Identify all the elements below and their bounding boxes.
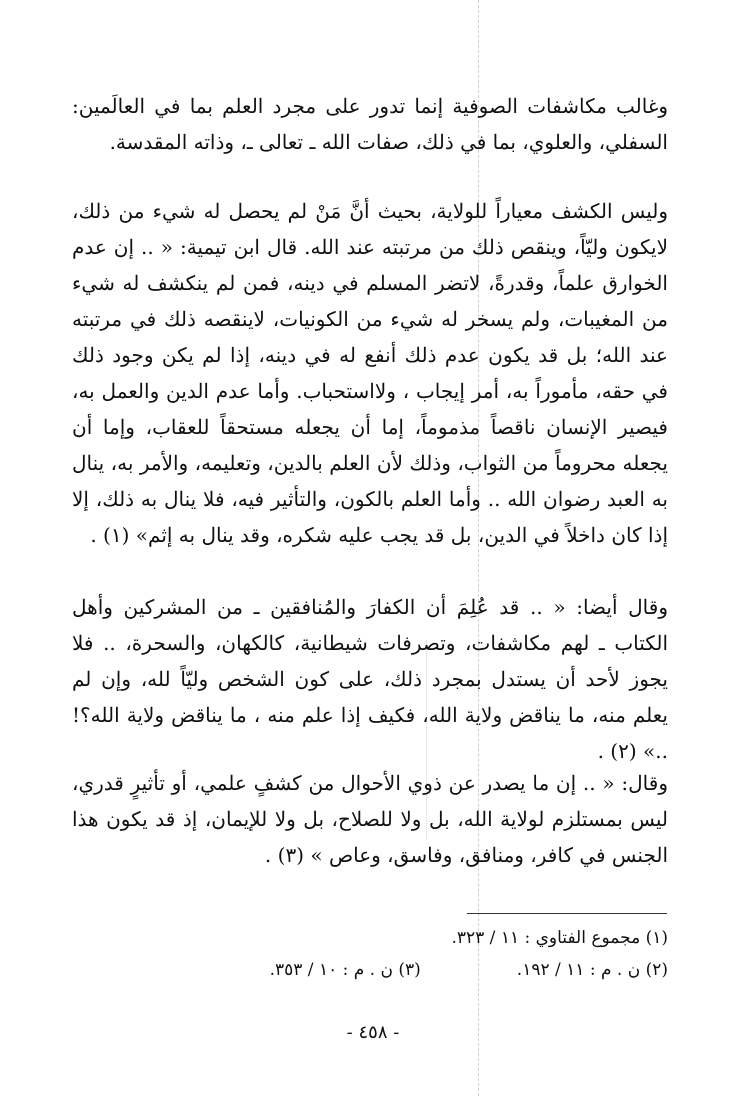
footnote-1 (150, 922, 668, 954)
paragraph-text: وقال: « .. إن ما يصدر عن ذوي الأحوال من كشفٍ علمي، أو تأثيرٍ قدري، ليس بمستلزم لولاية الله، بل ولا للصلاح، بل ولا للإيمان، إذ قد يكون هذا الجنس في كافر، ومنافق، وفاسق، وعاص » (٣) . (72, 771, 668, 867)
footnote-3-text: (٣) ن . م : ١٠ / ٣٥٣. (269, 960, 421, 980)
paragraph-2 (72, 193, 668, 553)
page-number: - ٤٥٨ - (346, 1022, 400, 1043)
paragraph-1 (72, 88, 668, 160)
footnote-divider (467, 913, 667, 914)
footnote-1-text: (١) مجموع الفتاوي : ١١ / ٣٢٣. (451, 928, 668, 948)
paragraph-text: وقال أيضا: « .. قد عُلِمَ أن الكفارَ والمُنافقين ـ من المشركين وأهل الكتاب ـ لهم مكاشفات، وتصرفات شيطانية، كالكهان، والسحرة، .. فلا يجوز لأحد أن يستدل بمجرد ذلك، على كون الشخص وليّاً لله، وإن لم يعلم منه، ما يناقض ولاية الله، فكيف إذا علم منه ، ما يناقض ولاية الله؟! ..» (٢) . (72, 595, 668, 763)
footnotes (150, 922, 668, 986)
footnote-2-text: (٢) ن . م : ١١ / ١٩٢. (516, 960, 668, 980)
paragraph-text: وغالب مكاشفات الصوفية إنما تدور على مجرد العلم بما في العالَمين: السفلي، والعلوي، بما في ذلك، صفات الله ـ تعالى ـ، وذاته المقدسة. (72, 94, 668, 154)
paragraph-4 (72, 765, 668, 873)
paragraph-text: وليس الكشف معياراً للولاية، بحيث أنَّ مَنْ لم يحصل له شيء من ذلك، لايكون وليّاً، وينقص ذلك من مرتبته عند الله. قال ابن تيمية: « .. إن عدم الخوارق علماً، وقدرةً، لاتضر المسلم في دينه، فمن لم ينكشف له شيء من المغيبات، ولم يسخر له شيء من الكونيات، لاينقصه ذلك في مرتبته عند الله؛ بل قد يكون عدم ذلك أنفع له في دينه، إذا لم يكن وجود ذلك في حقه، مأموراً به، أمر إيجاب ، ولااستحباب. وأما عدم الدين والعمل به، فيصير الإنسان ناقصاً مذموماً، إما أن يجعله مستحقاً للعقاب، وإما أن يجعله محروماً من الثواب، وذلك لأن العلم بالدين، وتعليمه، والأمر به، ينال به العبد رضوان الله .. وأما العلم بالكون، والتأثير فيه، فلا ينال به ذلك، إلا إذا كان داخلاً في الدين، بل قد يجب عليه شكره، وقد ينال به إثم» (١) . (72, 199, 668, 547)
footnote-row-2 (150, 954, 668, 986)
paragraph-3 (72, 589, 668, 769)
